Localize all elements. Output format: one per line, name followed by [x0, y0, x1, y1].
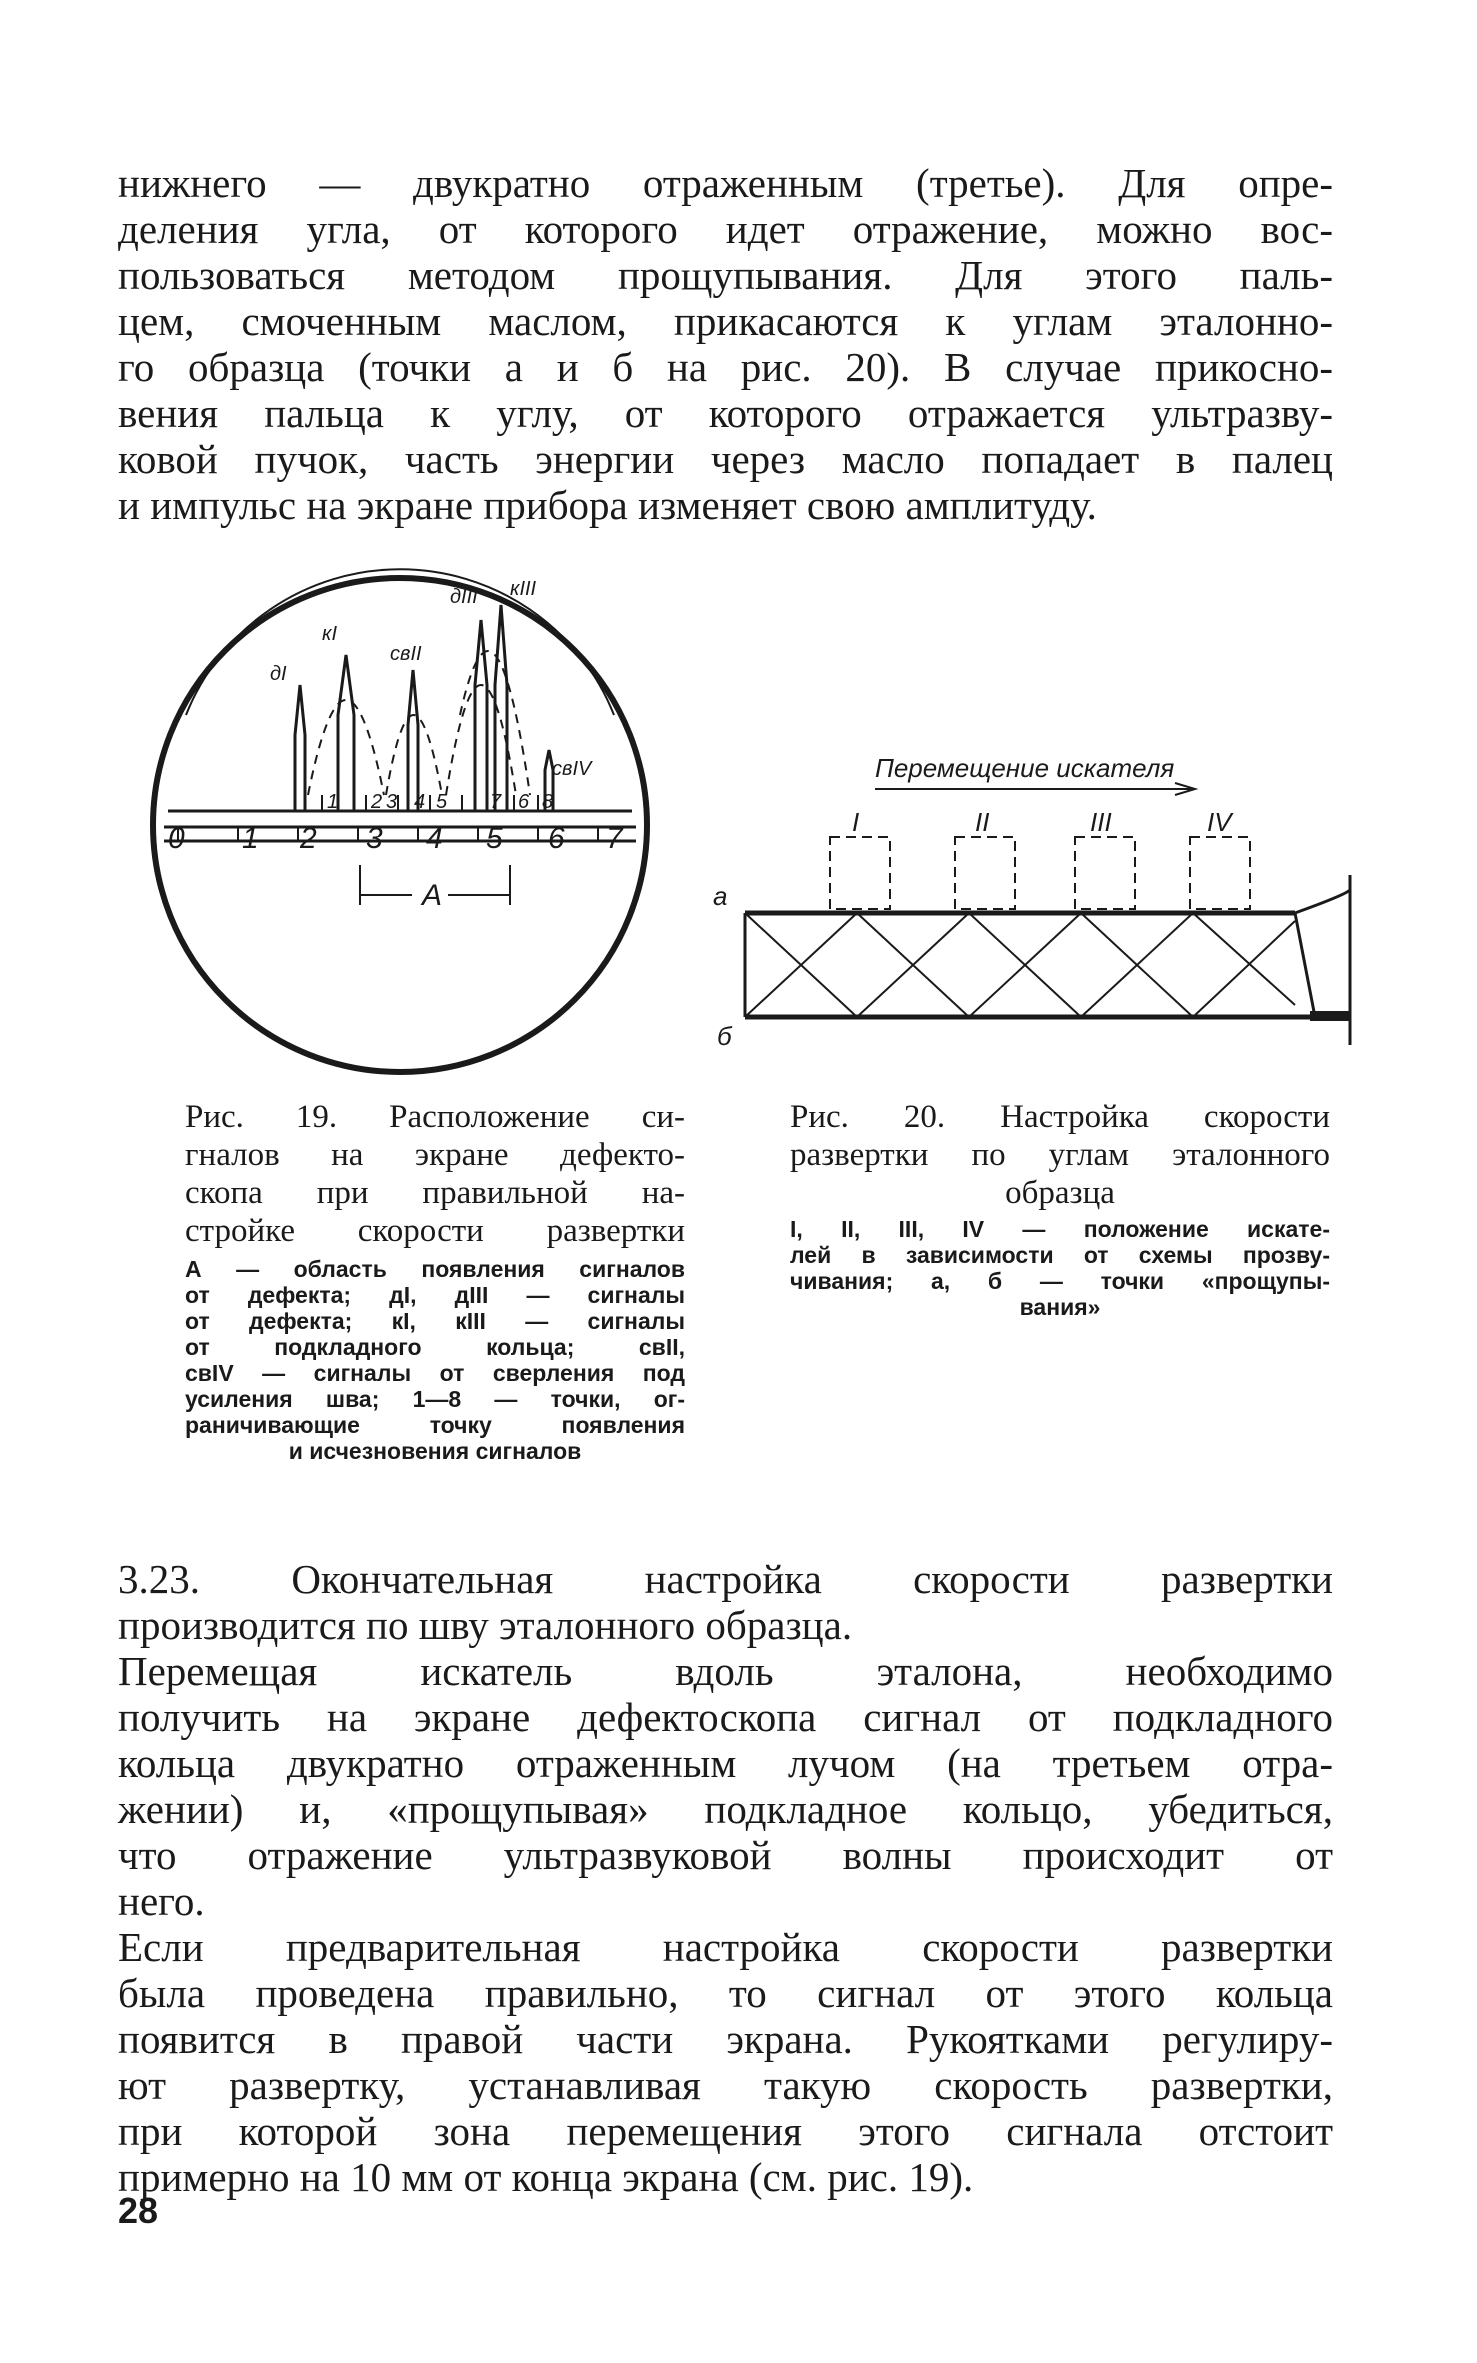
sweep-adjustment-paragraph: [118, 1924, 1333, 2200]
scale-label: 3: [366, 822, 383, 855]
pulse-d3: [475, 620, 487, 811]
text-line: 3.23. Окончательная настройка скорости развертки: [118, 1556, 1333, 1602]
scale-label: 0: [168, 822, 185, 855]
legend-line: I, II, III, IV — положение искате-: [790, 1216, 1330, 1242]
figure-19-caption: [185, 1098, 685, 1250]
text-line: цем, смоченным маслом, прикасаются к углам эталонно-: [118, 298, 1333, 344]
scale-ticks: [178, 827, 598, 841]
point-label: 4: [414, 791, 426, 813]
legend-line: от подкладного кольца; свII,: [185, 1334, 685, 1360]
probe-label: I: [852, 807, 860, 837]
figure-20-sample-diagram: [705, 745, 1355, 1075]
scale-label: 4: [426, 822, 443, 855]
corner-label-b: б: [717, 1021, 732, 1051]
text-line: получить на экране дефектоскопа сигнал от подкладного: [118, 1694, 1333, 1740]
figure-19-legend: [185, 1256, 685, 1464]
legend-line: чивания; а, б — точки «прощупы-: [790, 1268, 1330, 1294]
peak-label: кIII: [510, 578, 537, 600]
caption-line: гналов на экране дефекто-: [185, 1137, 685, 1173]
text-line: Если предварительная настройка скорости развертки: [118, 1924, 1333, 1970]
intro-paragraph: [118, 160, 1333, 528]
caption-line: Рис. 20. Настройка скорости: [790, 1099, 1330, 1135]
caption-line: скопа при правильной на-: [185, 1175, 685, 1211]
section-3-23-paragraph: [118, 1556, 1333, 1648]
legend-line: и исчезновения сигналов: [288, 1438, 582, 1464]
point-label: 3: [386, 791, 398, 813]
probe-label: III: [1090, 807, 1112, 837]
scale-label: 2: [300, 822, 317, 855]
motion-label: Перемещение искателя: [875, 753, 1175, 783]
text-line: примерно на 10 мм от конца экрана (см. рис. 19).: [118, 2154, 974, 2200]
point-label: 8: [542, 791, 554, 813]
legend-line: вания»: [1019, 1294, 1101, 1320]
text-line: го образца (точки а и б на рис. 20). В случае прикосно-: [118, 344, 1333, 390]
text-line: при которой зона перемещения этого сигнала отстоит: [118, 2108, 1333, 2154]
text-line: него.: [118, 1878, 205, 1924]
probe-box-4: [1190, 837, 1250, 909]
caption-line: образца: [1005, 1175, 1115, 1211]
legend-line: от дефекта; кI, кIII — сигналы: [185, 1308, 685, 1334]
pulse-sv2: [408, 670, 418, 811]
legend-line: свIV — сигналы от сверления под: [185, 1360, 685, 1386]
text-line: вения пальца к углу, от которого отражается ультразву-: [118, 390, 1333, 436]
text-line: Перемещая искатель вдоль эталона, необходимо: [118, 1648, 1333, 1694]
text-line: производится по шву эталонного образца.: [118, 1602, 853, 1648]
scale-label: 5: [486, 822, 503, 855]
text-line: была проведена правильно, то сигнал от этого кольца: [118, 1970, 1333, 2016]
text-line: что отражение ультразвуковой волны происходит от: [118, 1832, 1333, 1878]
peak-label: кI: [322, 623, 337, 645]
page-number: 28: [118, 2190, 159, 2231]
probe-movement-paragraph: [118, 1648, 1333, 1924]
peak-label: дIII: [450, 586, 478, 608]
caption-line: Рис. 19. Расположение си-: [185, 1099, 685, 1135]
probe-labels: [852, 807, 1234, 837]
scale-label: 7: [606, 822, 623, 855]
text-line: жении) и, «прощупывая» подкладное кольцо, убедиться,: [118, 1786, 1333, 1832]
figure-20-legend: [790, 1216, 1330, 1320]
peak-label: свIV: [552, 758, 592, 780]
legend-line: раничивающие точку появления: [185, 1412, 685, 1438]
pulse-d1: [295, 685, 305, 811]
point-label: 7: [490, 791, 502, 813]
text-line: кольца двукратно отраженным лучом (на третьем отра-: [118, 1740, 1333, 1786]
text-line: пользоваться методом прощупывания. Для этого паль-: [118, 252, 1333, 298]
peak-label: дI: [270, 663, 287, 685]
text-line: ют развертку, устанавливая такую скорость развертки,: [118, 2062, 1333, 2108]
legend-line: А — область появления сигналов: [185, 1256, 685, 1282]
figure-20-caption: [790, 1098, 1330, 1212]
corner-label-a: а: [713, 881, 728, 911]
caption-line: развертки по углам эталонного: [790, 1137, 1330, 1173]
text-line: деления угла, от которого идет отражение, можно вос-: [118, 206, 1333, 252]
point-label: 6: [518, 791, 530, 813]
point-label: 5: [436, 791, 448, 813]
figure-19-screen-diagram: [150, 565, 650, 1085]
backing-ring: [1310, 1011, 1350, 1021]
probe-positions: [830, 837, 1250, 909]
peak-label: свII: [390, 643, 422, 665]
scale-label: 6: [548, 822, 565, 855]
probe-label: II: [975, 807, 990, 837]
text-line: и импульс на экране прибора изменяет свою амплитуду.: [118, 482, 1097, 528]
legend-line: лей в зависимости от схемы прозву-: [790, 1242, 1330, 1268]
legend-line: усиления шва; 1—8 — точки, ог-: [185, 1386, 685, 1412]
text-line: нижнего — двукратно отраженным (третье). Для опре-: [118, 160, 1333, 206]
text-line: появится в правой части экрана. Рукоятками регулиру-: [118, 2016, 1333, 2062]
probe-label: IV: [1207, 807, 1232, 837]
point-label: 2: [371, 791, 383, 813]
probe-box-3: [1075, 837, 1135, 909]
sample-weld-end: [1295, 890, 1350, 1017]
probe-box-2: [955, 837, 1015, 909]
text-line: ковой пучок, часть энергии через масло попадает в палец: [118, 436, 1333, 482]
beam-paths: [745, 913, 1295, 1017]
scale-label: 1: [242, 822, 259, 855]
caption-line: стройке скорости развертки: [185, 1213, 685, 1249]
zone-a-label: А: [422, 879, 443, 912]
pulse-k1: [338, 655, 354, 811]
probe-box-1: [830, 837, 890, 909]
legend-line: от дефекта; дI, дIII — сигналы: [185, 1282, 685, 1308]
point-label: 1: [327, 791, 339, 813]
